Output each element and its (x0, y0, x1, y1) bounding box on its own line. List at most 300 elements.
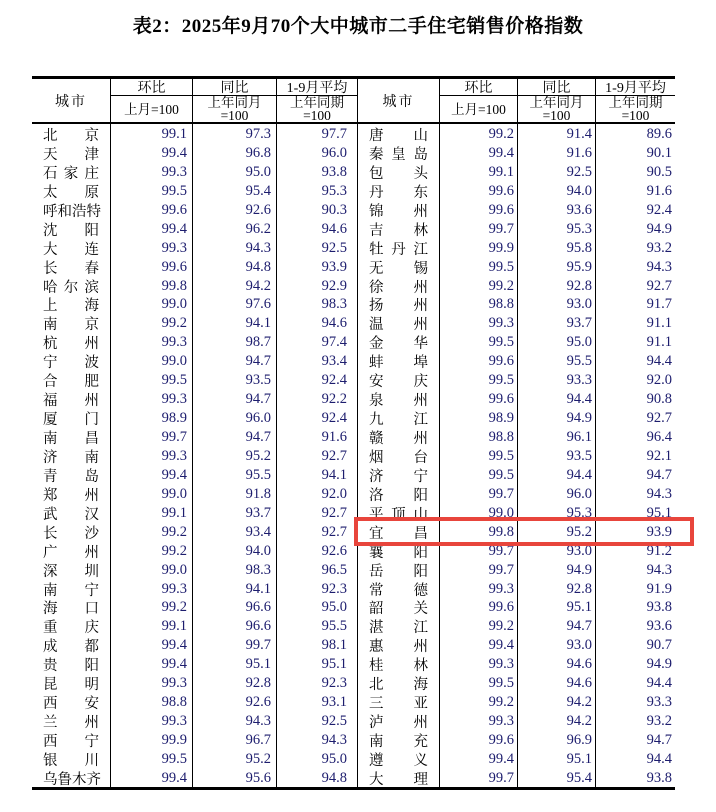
city-char: 埠 (413, 355, 428, 372)
mom-value: 98.9 (439, 408, 517, 429)
city-char: 锦 (369, 203, 384, 220)
city-char: 海 (413, 677, 428, 694)
price-index-table (32, 76, 675, 790)
avg-value: 97.4 (276, 332, 357, 353)
header-mom-label: 环比 (440, 79, 517, 96)
city-char: 太 (43, 184, 58, 201)
mom-value: 99.1 (110, 616, 192, 637)
mom-value: 99.5 (439, 465, 517, 486)
city-char: 州 (413, 298, 428, 315)
mom-value: 99.5 (439, 446, 517, 467)
table-row (32, 597, 675, 616)
city-char: 林 (413, 222, 428, 239)
yoy-value: 93.0 (517, 635, 595, 656)
yoy-value: 95.9 (517, 257, 595, 278)
yoy-value: 93.0 (517, 294, 595, 315)
city-cell-left (32, 219, 110, 240)
avg-value: 95.1 (276, 654, 357, 675)
city-cell-left (32, 238, 110, 259)
city-char: 齐 (86, 771, 101, 788)
mom-value: 99.8 (110, 276, 192, 297)
avg-value: 90.8 (595, 389, 675, 410)
mom-value: 99.4 (439, 635, 517, 656)
header-avg-base-line1: 上年同期 (290, 95, 344, 110)
table-header (32, 79, 675, 124)
city-char: 沙 (84, 525, 99, 542)
city-cell-left (32, 294, 110, 315)
mom-value: 99.4 (439, 749, 517, 770)
city-char: 银 (43, 752, 58, 769)
city-cell-right (357, 332, 439, 353)
yoy-value: 98.7 (192, 332, 276, 353)
city-cell-right (357, 200, 439, 221)
avg-value: 94.4 (595, 673, 675, 694)
table-row (32, 465, 675, 484)
table-row (32, 219, 675, 238)
city-char: 山 (413, 128, 428, 144)
city-cell-right (357, 313, 439, 334)
table-row (32, 351, 675, 370)
avg-value: 94.3 (595, 484, 675, 505)
city-char: 京 (84, 317, 99, 334)
city-cell-left (32, 597, 110, 618)
avg-value: 92.7 (276, 446, 357, 467)
city-char: 温 (369, 317, 384, 334)
avg-value: 95.1 (595, 503, 675, 524)
mom-value: 99.0 (110, 294, 192, 315)
city-char: 岳 (369, 563, 384, 580)
city-cell-right (357, 219, 439, 240)
avg-value: 93.8 (595, 597, 675, 618)
city-char: 州 (413, 317, 428, 334)
mom-value: 99.4 (110, 143, 192, 164)
avg-value: 92.4 (595, 200, 675, 221)
mom-value: 99.8 (439, 522, 517, 543)
avg-value: 94.7 (595, 730, 675, 751)
mom-value: 99.5 (439, 257, 517, 278)
yoy-value: 94.2 (517, 711, 595, 732)
yoy-value: 96.1 (517, 427, 595, 448)
mom-value: 99.6 (439, 730, 517, 751)
table-row (32, 238, 675, 257)
city-char: 江 (413, 412, 428, 429)
city-char: 亚 (413, 696, 428, 713)
city-char: 江 (413, 241, 428, 258)
yoy-value: 95.6 (192, 768, 276, 789)
city-char: 安 (84, 696, 99, 713)
city-cell-right (357, 560, 439, 581)
mom-value: 99.3 (439, 711, 517, 732)
city-char: 桂 (369, 658, 384, 675)
mom-value: 99.5 (110, 749, 192, 770)
city-char: 岛 (84, 468, 99, 485)
city-char: 厦 (43, 412, 58, 429)
city-char: 常 (369, 582, 384, 599)
yoy-value: 92.6 (192, 200, 276, 221)
table-row (32, 124, 675, 143)
header-yoy-label: 同比 (518, 79, 595, 96)
city-char: 肥 (84, 374, 99, 391)
city-char: 海 (43, 601, 58, 618)
yoy-value: 97.6 (192, 294, 276, 315)
avg-value: 92.0 (595, 370, 675, 391)
header-avg-base-line1: 上年同期 (608, 95, 663, 110)
avg-value: 95.5 (276, 616, 357, 637)
city-char: 阳 (84, 222, 99, 239)
mom-value: 98.9 (110, 408, 192, 429)
mom-value: 99.6 (439, 200, 517, 221)
city-char: 杭 (43, 336, 58, 353)
header-avg-label: 1-9月平均 (596, 79, 675, 96)
city-char: 特 (86, 203, 101, 220)
city-char: 东 (413, 184, 428, 201)
yoy-value: 96.0 (192, 408, 276, 429)
mom-value: 98.8 (110, 692, 192, 713)
city-char: 沈 (43, 222, 58, 239)
header-mom-right (439, 79, 517, 122)
mom-value: 99.5 (439, 332, 517, 353)
mom-value: 99.4 (110, 768, 192, 789)
yoy-value: 95.8 (517, 238, 595, 259)
city-char: 阳 (413, 563, 428, 580)
header-avg-base-line2: =100 (621, 108, 650, 123)
city-cell-right (357, 124, 439, 145)
city-char: 牡 (369, 241, 384, 258)
city-char: 贵 (43, 658, 58, 675)
city-char: 理 (413, 771, 428, 788)
city-char: 金 (369, 336, 384, 353)
city-char: 天 (43, 146, 58, 163)
mom-value: 99.5 (110, 370, 192, 391)
yoy-value: 96.6 (192, 597, 276, 618)
avg-value: 92.5 (276, 238, 357, 259)
table-row (32, 541, 675, 560)
header-mom-left (110, 79, 192, 122)
table-row (32, 673, 675, 692)
mom-value: 99.2 (110, 541, 192, 562)
avg-value: 94.6 (276, 313, 357, 334)
avg-value: 92.2 (276, 389, 357, 410)
yoy-value: 94.4 (517, 465, 595, 486)
city-char: 蚌 (369, 355, 384, 372)
city-char: 福 (43, 393, 58, 410)
header-yoy-base-line1: 上年同月 (529, 95, 584, 110)
mom-value: 99.0 (110, 351, 192, 372)
yoy-value: 95.3 (517, 503, 595, 524)
city-cell-left (32, 768, 110, 789)
city-char: 重 (43, 620, 58, 637)
avg-value: 90.5 (595, 162, 675, 183)
table-row (32, 749, 675, 768)
mom-value: 99.6 (439, 389, 517, 410)
avg-value: 90.7 (595, 635, 675, 656)
yoy-value: 94.1 (192, 579, 276, 600)
avg-value: 91.9 (595, 579, 675, 600)
yoy-value: 96.2 (192, 219, 276, 240)
city-char: 州 (84, 544, 99, 561)
city-cell-left (32, 276, 110, 297)
mom-value: 99.9 (439, 238, 517, 259)
table-row (32, 389, 675, 408)
table-row (32, 522, 675, 541)
header-mom-base: 上月=100 (451, 101, 506, 117)
yoy-value: 99.7 (192, 635, 276, 656)
city-char: 州 (84, 336, 99, 353)
table-row (32, 408, 675, 427)
city-char: 长 (43, 260, 58, 277)
city-cell-right (357, 692, 439, 713)
mom-value: 99.5 (439, 370, 517, 391)
city-char: 和 (57, 203, 72, 220)
header-avg-left (276, 79, 357, 122)
city-char: 鲁 (57, 771, 72, 788)
yoy-value: 93.7 (517, 313, 595, 334)
yoy-value: 93.6 (517, 200, 595, 221)
yoy-value: 95.0 (517, 332, 595, 353)
mom-value: 99.7 (110, 427, 192, 448)
city-cell-left (32, 389, 110, 410)
header-avg-base (596, 96, 675, 122)
city-char: 成 (43, 639, 58, 656)
avg-value: 91.6 (595, 181, 675, 202)
city-char: 深 (43, 563, 58, 580)
header-yoy-base-line1: 上年同月 (207, 95, 262, 110)
city-char: 石 (43, 165, 58, 182)
city-char: 充 (413, 734, 428, 750)
city-cell-right (357, 749, 439, 770)
city-char: 关 (413, 601, 428, 618)
city-cell-right (357, 730, 439, 751)
city-char: 南 (84, 449, 99, 466)
header-avg-base-line2: =100 (303, 108, 331, 123)
yoy-value: 94.6 (517, 654, 595, 675)
mom-value: 99.2 (439, 616, 517, 637)
city-char: 门 (84, 412, 99, 429)
city-cell-right (357, 446, 439, 467)
yoy-value: 96.8 (192, 143, 276, 164)
mom-value: 99.4 (110, 465, 192, 486)
yoy-value: 95.1 (192, 654, 276, 675)
avg-value: 93.2 (595, 238, 675, 259)
city-char: 津 (84, 146, 99, 163)
table-row (32, 332, 675, 351)
mom-value: 99.3 (439, 313, 517, 334)
table-row (32, 446, 675, 465)
table-row (32, 692, 675, 711)
city-cell-right (357, 484, 439, 505)
mom-value: 99.3 (110, 579, 192, 600)
yoy-value: 94.1 (192, 313, 276, 334)
mom-value: 99.2 (110, 313, 192, 334)
table-row (32, 200, 675, 219)
avg-value: 98.1 (276, 635, 357, 656)
mom-value: 99.6 (439, 181, 517, 202)
yoy-value: 91.8 (192, 484, 276, 505)
avg-value: 91.6 (276, 427, 357, 448)
city-cell-right (357, 768, 439, 789)
city-cell-right (357, 654, 439, 675)
city-char: 安 (369, 374, 384, 391)
city-cell-left (32, 522, 110, 543)
yoy-value: 94.3 (192, 238, 276, 259)
mom-value: 99.3 (110, 711, 192, 732)
city-cell-left (32, 503, 110, 524)
header-city-right: 城市 (357, 79, 439, 122)
city-char: 唐 (369, 128, 384, 144)
city-char: 皇 (391, 146, 406, 163)
city-char: 南 (43, 582, 58, 599)
table-row (32, 143, 675, 162)
city-char: 州 (413, 203, 428, 220)
avg-value: 94.3 (276, 730, 357, 751)
avg-value: 89.6 (595, 124, 675, 145)
avg-value: 92.9 (276, 276, 357, 297)
yoy-value: 93.4 (192, 522, 276, 543)
city-char: 都 (84, 639, 99, 656)
city-cell-right (357, 616, 439, 637)
yoy-value: 92.8 (517, 579, 595, 600)
mom-value: 99.0 (110, 560, 192, 581)
yoy-value: 92.8 (192, 673, 276, 694)
mom-value: 99.6 (439, 351, 517, 372)
city-char: 泸 (369, 715, 384, 732)
mom-value: 99.1 (110, 503, 192, 524)
yoy-value: 94.7 (192, 427, 276, 448)
avg-value: 93.9 (276, 257, 357, 278)
city-char: 岛 (413, 146, 428, 163)
city-cell-right (357, 238, 439, 259)
mom-value: 99.7 (439, 560, 517, 581)
city-char: 洛 (369, 487, 384, 504)
city-char: 包 (369, 165, 384, 182)
city-char: 赣 (369, 431, 384, 447)
city-char: 丹 (369, 184, 384, 201)
city-cell-left (32, 711, 110, 732)
avg-value: 94.7 (595, 465, 675, 486)
city-char: 南 (43, 431, 58, 447)
city-char: 韶 (369, 601, 384, 618)
city-char: 顶 (391, 506, 406, 523)
mom-value: 99.3 (110, 389, 192, 410)
table-title: 表2：2025年9月70个大中城市二手住宅销售价格指数 (132, 16, 584, 37)
yoy-value: 91.6 (517, 143, 595, 164)
city-char: 西 (43, 696, 58, 713)
table-row (32, 162, 675, 181)
city-cell-left (32, 124, 110, 145)
avg-value: 93.8 (595, 768, 675, 789)
yoy-value: 96.7 (192, 730, 276, 751)
avg-value: 92.3 (276, 673, 357, 694)
yoy-value: 94.3 (192, 711, 276, 732)
yoy-value: 94.0 (192, 541, 276, 562)
avg-value: 91.2 (595, 541, 675, 562)
city-cell-right (357, 389, 439, 410)
avg-value: 94.4 (595, 749, 675, 770)
header-yoy-base-line2: =100 (542, 108, 571, 123)
mom-value: 99.3 (110, 673, 192, 694)
city-cell-right (357, 370, 439, 391)
city-char: 阳 (413, 544, 428, 561)
city-char: 义 (413, 752, 428, 769)
table-row (32, 484, 675, 503)
city-cell-right (357, 427, 439, 448)
city-char: 口 (84, 601, 99, 618)
mom-value: 99.0 (439, 503, 517, 524)
city-char: 昌 (413, 525, 428, 542)
city-char: 兰 (43, 715, 58, 732)
table-row (32, 635, 675, 654)
city-char: 波 (84, 355, 99, 372)
avg-value: 92.7 (595, 408, 675, 429)
avg-value: 92.4 (276, 370, 357, 391)
city-char: 湛 (369, 620, 384, 637)
avg-value: 92.3 (276, 579, 357, 600)
city-cell-right (357, 541, 439, 562)
mom-value: 99.3 (110, 446, 192, 467)
city-char: 庄 (84, 165, 99, 182)
city-char: 大 (43, 241, 58, 258)
mom-value: 99.6 (439, 597, 517, 618)
city-char: 阳 (413, 487, 428, 504)
avg-value: 97.7 (276, 124, 357, 145)
mom-value: 99.2 (439, 692, 517, 713)
yoy-value: 96.6 (192, 616, 276, 637)
city-char: 南 (43, 317, 58, 334)
avg-value: 93.4 (276, 351, 357, 372)
city-char: 州 (84, 393, 99, 410)
city-cell-left (32, 313, 110, 334)
city-char: 惠 (369, 639, 384, 656)
yoy-value: 94.7 (192, 351, 276, 372)
city-cell-right (357, 276, 439, 297)
avg-value: 95.0 (276, 597, 357, 618)
avg-value: 91.7 (595, 294, 675, 315)
mom-value: 99.7 (439, 219, 517, 240)
avg-value: 92.5 (276, 711, 357, 732)
mom-value: 99.2 (439, 124, 517, 145)
city-char: 州 (413, 431, 428, 447)
header-yoy-right (517, 79, 595, 122)
city-cell-left (32, 370, 110, 391)
city-cell-right (357, 143, 439, 164)
mom-value: 99.4 (439, 143, 517, 164)
city-cell-left (32, 730, 110, 751)
city-char: 宁 (413, 468, 428, 485)
avg-value: 95.3 (276, 181, 357, 202)
table-row (32, 711, 675, 730)
city-char: 春 (84, 260, 99, 277)
city-char: 宜 (369, 525, 384, 542)
mom-value: 99.3 (110, 332, 192, 353)
city-char: 乌 (43, 771, 58, 788)
mom-value: 99.1 (110, 124, 192, 145)
city-char: 宁 (84, 582, 99, 599)
table-row (32, 313, 675, 332)
avg-value: 93.1 (276, 692, 357, 713)
city-cell-left (32, 257, 110, 278)
city-cell-left (32, 332, 110, 353)
city-char: 长 (43, 525, 58, 542)
avg-value: 91.1 (595, 313, 675, 334)
city-cell-left (32, 560, 110, 581)
mom-value: 99.3 (110, 162, 192, 183)
yoy-value: 94.6 (517, 673, 595, 694)
city-char: 林 (413, 658, 428, 675)
avg-value: 93.8 (276, 162, 357, 183)
yoy-value: 93.3 (517, 370, 595, 391)
mom-value: 99.3 (110, 238, 192, 259)
city-char: 呼 (43, 203, 58, 220)
